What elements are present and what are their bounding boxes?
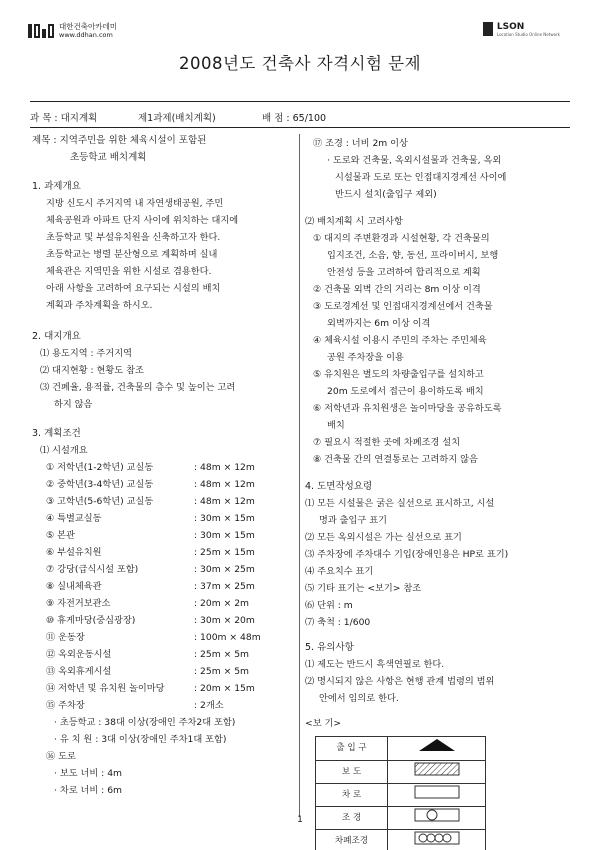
- legend-row: [316, 830, 486, 850]
- sidewalk-hatch-icon: [388, 761, 486, 784]
- landscape-note-line: · 도로와 건축물, 옥외시설물과 건축물, 옥외: [327, 155, 502, 166]
- facility-row: ⑪ 운동장 : 100m × 48m: [46, 632, 261, 643]
- lson-logo: [483, 22, 560, 37]
- roadway-box-icon: [388, 784, 486, 807]
- legend-table: [315, 736, 486, 850]
- consideration-item: ⑤ 유치원은 별도의 차량출입구를 설치하고 20m 도로에서 접근이 용이하도록 배치: [313, 369, 484, 397]
- section-2-title: 2. 대지개요: [32, 331, 81, 342]
- section-1-title: 1. 과제개요: [32, 181, 81, 192]
- page-number: 1: [297, 815, 303, 825]
- facility-overview-title: ⑴ 시설개요: [40, 445, 88, 456]
- notes-list: [305, 656, 575, 707]
- facility-row: ⑭ 저학년 및 유치원 놀이마당 : 20m × 15m: [46, 683, 255, 694]
- legend-title: <보 기>: [305, 718, 342, 729]
- task-label: 제1과제(배치계획): [138, 113, 216, 124]
- landscape-note: [305, 152, 575, 203]
- overview-line: 초등학교 및 부설유치원을 신축하고자 한다.: [46, 232, 221, 243]
- column-divider: [299, 134, 300, 817]
- layout-considerations-title: ⑵ 배치계획 시 고려사항: [305, 216, 403, 227]
- facility-row: ④ 특별교실동 : 30m × 15m: [46, 513, 255, 524]
- facility-row: ⑨ 자전거보관소 : 20m × 2m: [46, 598, 249, 609]
- exam-title: 2008년도 건축사 자격시험 문제: [178, 54, 422, 73]
- site-item: ⑴ 용도지역 : 주거지역: [40, 348, 133, 359]
- landscape-note-line: 반드시 설치(출입구 제외): [335, 189, 437, 200]
- road-item: · 보도 너비 : 4m: [54, 768, 122, 779]
- facility-row: ② 중학년(3-4학년) 교실동 : 48m × 12m: [46, 479, 255, 490]
- lson-logo-mark: [483, 22, 493, 36]
- landscape-note-line: 시설물과 도로 또는 인접대지경계선 사이에: [335, 172, 507, 183]
- facility-row: ⑬ 옥외휴게시설 : 25m × 5m: [46, 666, 249, 677]
- screen-planting-icon: [388, 830, 486, 850]
- road-item: · 차로 너비 : 6m: [54, 785, 122, 796]
- legend-row: [316, 737, 486, 761]
- left-column: [32, 132, 288, 799]
- consideration-item: ② 건축물 외벽 간의 거리는 8m 이상 이격: [313, 284, 481, 295]
- consideration-item: ⑥ 저학년과 유치원생은 놀이마당을 공유하도록 배치: [313, 403, 502, 431]
- right-column: [305, 135, 575, 850]
- lson-name: LSON: [496, 22, 525, 32]
- academy-logo: [28, 22, 117, 40]
- consideration-item: ① 대지의 주변환경과 시설현황, 각 건축물의 입지조건, 소음, 향, 동선, 프라이버시, 보행 안전성 등을 고려하여 합리적으로 계획: [313, 233, 499, 278]
- facility-row: ⑧ 실내체육관 : 37m × 25m: [46, 581, 255, 592]
- drawing-rule: ⑷ 주요치수 표기: [305, 566, 374, 577]
- drawing-rule: ⑶ 주차장에 주차대수 기입(장애인용은 HP로 표기): [305, 549, 509, 560]
- facility-list: [32, 459, 288, 714]
- site-item-cont: 하지 않음: [54, 399, 93, 410]
- facility-row: ① 저학년(1-2학년) 교실동 : 48m × 12m: [46, 462, 255, 473]
- considerations-list: [305, 230, 575, 468]
- section-1-body: [32, 195, 288, 314]
- facility-row: ⑥ 부설유치원 : 25m × 15m: [46, 547, 255, 558]
- legend-label: 보 도: [316, 761, 388, 784]
- consideration-item: ④ 체육시설 이용시 주민의 주차는 주민체육 공원 주차장을 이용: [313, 335, 487, 363]
- subject-label: 과 목 : 대지계획: [30, 113, 98, 124]
- header-rule-bottom: [30, 127, 570, 128]
- drawing-rule: ⑸ 기타 표기는 <보기> 참조: [305, 583, 422, 594]
- road-title: ⑯ 도로: [46, 751, 76, 762]
- facility-row: ⑮ 주차장 : 2개소: [46, 700, 224, 711]
- consideration-item: ⑧ 건축물 간의 연결통로는 고려하지 않음: [313, 454, 478, 465]
- legend-label: 출 입 구: [316, 737, 388, 761]
- section-5-title: 5. 유의사항: [305, 642, 354, 653]
- facility-row: ③ 고학년(5-6학년) 교실동 : 48m × 12m: [46, 496, 255, 507]
- legend-label: 차 로: [316, 784, 388, 807]
- academy-logo-mark: [28, 22, 54, 38]
- overview-line: 체육관은 지역민을 위한 시설로 겸용한다.: [46, 266, 212, 277]
- parking-item: · 초등학교 : 38대 이상(장애인 주차2대 포함): [54, 717, 236, 728]
- facility-row: ⑩ 휴게마당(중심광장) : 30m × 20m: [46, 615, 255, 626]
- lson-subtitle: Location Studio Online Network: [496, 32, 560, 37]
- drawing-rules-list: [305, 495, 575, 631]
- entrance-symbol-icon: [388, 737, 486, 761]
- legend-row: [316, 761, 486, 784]
- problem-title-line1: 제목 : 지역주민을 위한 체육시설이 포함된: [32, 135, 207, 146]
- legend-label: 조 경: [316, 807, 388, 830]
- facility-row: ⑤ 본관 : 30m × 15m: [46, 530, 255, 541]
- legend-row: [316, 784, 486, 807]
- consideration-item: ③ 도로경계선 및 인접대지경계선에서 건축물 외벽까지는 6m 이상 이격: [313, 301, 493, 329]
- legend-label: 차폐조경: [316, 830, 388, 850]
- note-item: ⑴ 제도는 반드시 흑색연필로 한다.: [305, 659, 445, 670]
- drawing-rule: ⑹ 단위 : m: [305, 600, 353, 611]
- site-item: ⑵ 대지현황 : 현황도 참조: [40, 365, 144, 376]
- facility-row: ⑫ 옥외운동시설 : 25m × 5m: [46, 649, 249, 660]
- overview-line: 지방 신도시 주거지역 내 자연생태공원, 주민: [46, 198, 224, 209]
- landscape-item: ⑰ 조경 : 너비 2m 이상: [313, 138, 408, 149]
- site-item: ⑶ 건폐율, 용적률, 건축물의 층수 및 높이는 고려: [40, 382, 236, 393]
- score-label: 배 점 : 65/100: [262, 113, 327, 124]
- drawing-rule: ⑴ 모든 시설물은 굵은 실선으로 표시하고, 시설 명과 출입구 표기: [305, 498, 495, 526]
- overview-line: 계획과 주차계획을 하시오.: [46, 300, 153, 311]
- overview-line: 체육공원과 아파트 단지 사이에 위치하는 대지에: [46, 215, 239, 226]
- overview-line: 초등학교는 병렬 분산형으로 계획하며 실내: [46, 249, 218, 260]
- drawing-rule: ⑺ 축척 : 1/600: [305, 617, 371, 628]
- problem-title-line2: 초등학교 배치계획: [70, 152, 147, 163]
- academy-name: 대한건축아카데미: [59, 22, 117, 31]
- note-item: ⑵ 명시되지 않은 사항은 현행 관계 법령의 범위 안에서 임의로 한다.: [305, 676, 495, 704]
- parking-item: · 유 치 원 : 3대 이상(장애인 주차1대 포함): [54, 734, 227, 745]
- facility-row: ⑦ 강당(급식시설 포함) : 30m × 25m: [46, 564, 255, 575]
- consideration-item: ⑦ 필요시 적절한 곳에 차폐조경 설치: [313, 437, 461, 448]
- exam-meta-row: [30, 110, 326, 124]
- drawing-rule: ⑵ 모든 옥외시설은 가는 실선으로 표기: [305, 532, 462, 543]
- overview-line: 아래 사항을 고려하여 요구되는 시설의 배치: [46, 283, 221, 294]
- section-3-title: 3. 계획조건: [32, 428, 81, 439]
- section-4-title: 4. 도면작성요령: [305, 481, 373, 492]
- header-rule-top: [30, 101, 570, 102]
- academy-url: www.ddhan.com: [59, 31, 113, 39]
